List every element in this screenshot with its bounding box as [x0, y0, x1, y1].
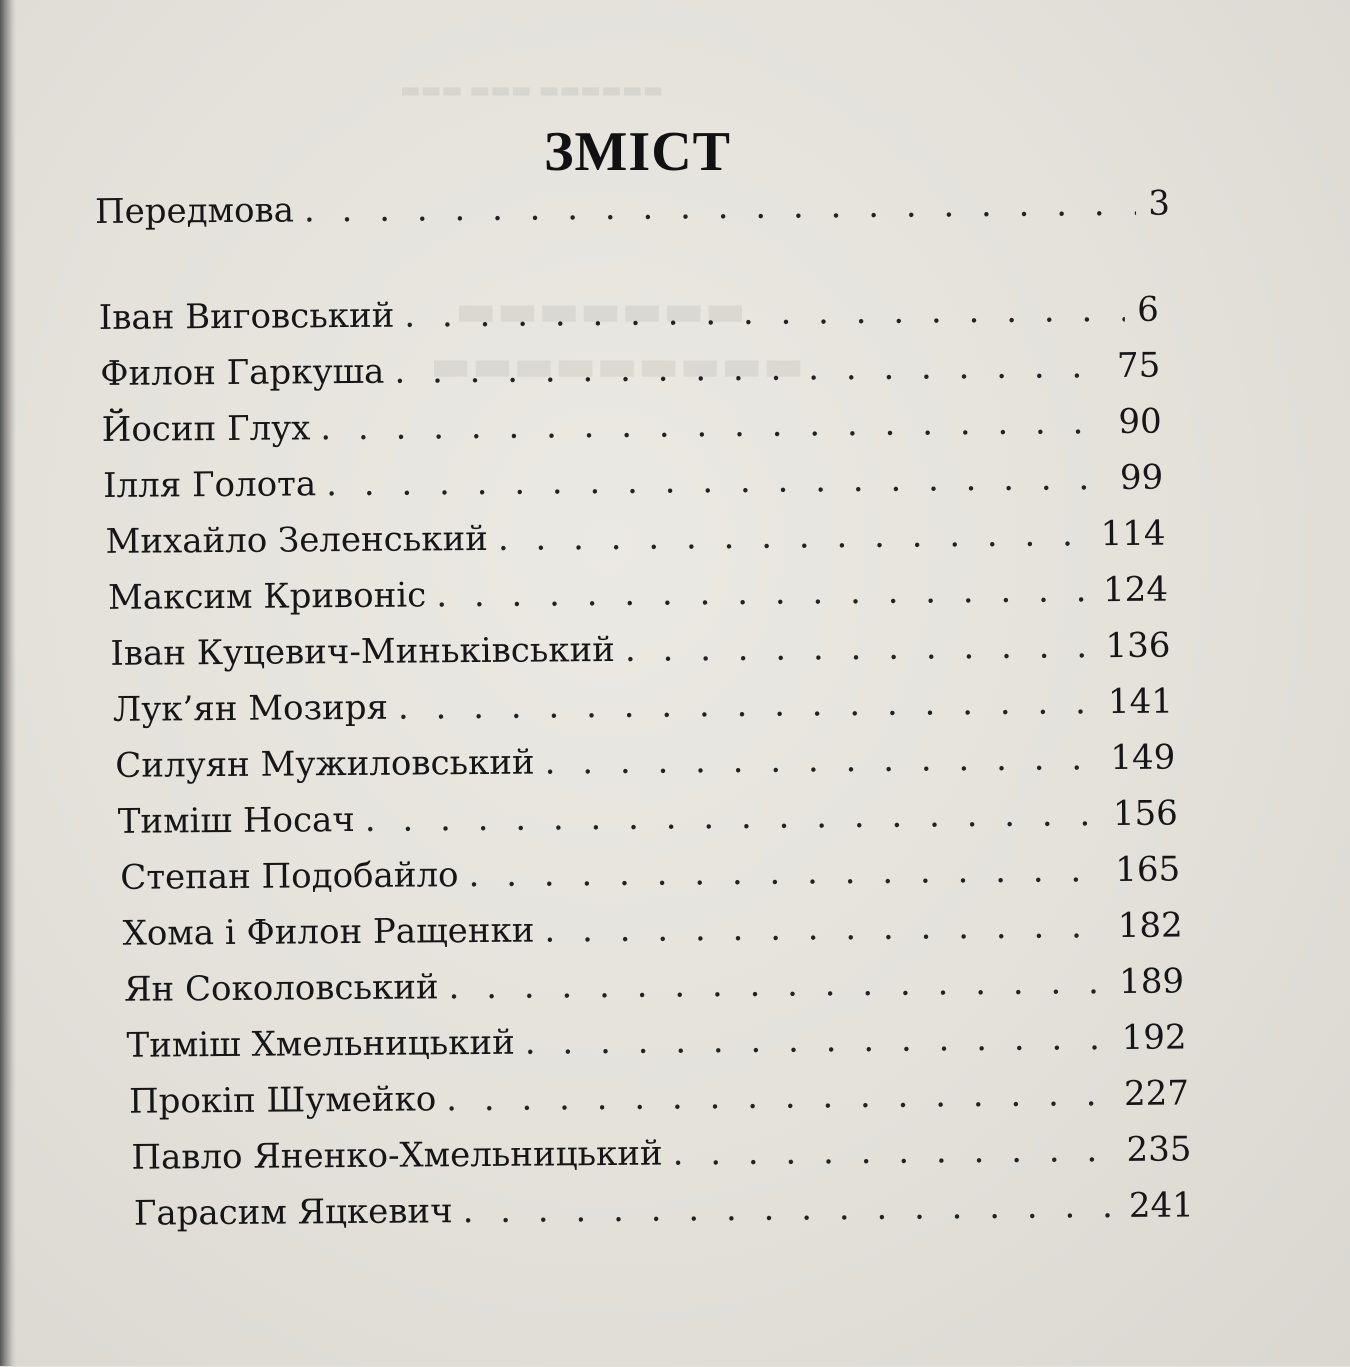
toc-entry-title: Гарасим Яцкевич — [133, 1191, 453, 1234]
dot-leader — [404, 290, 1125, 336]
toc-entry[interactable] — [3, 626, 1170, 691]
toc-entry[interactable] — [6, 905, 1183, 970]
toc-entry-title: Іван Куцевич-Миньківський — [110, 629, 616, 674]
toc-entry-title: Хома і Филон Ращенки — [122, 910, 535, 954]
toc-entry-page: 99 — [1119, 457, 1164, 498]
toc-entry[interactable] — [6, 961, 1184, 1026]
toc-entry-title: Михайло Зеленський — [105, 518, 489, 562]
bleed-through-text: ▬▬▬ ▬▬▬ ▬▬▬▬▬▬ — [400, 78, 664, 103]
dot-leader — [320, 402, 1106, 448]
toc-entry-page: 192 — [1121, 1017, 1187, 1058]
toc-entry-page: 6 — [1137, 289, 1159, 330]
toc-entry[interactable] — [0, 184, 1170, 249]
toc-entry-title: Прокіп Шумейко — [128, 1079, 437, 1122]
dot-leader — [544, 738, 1098, 782]
toc-entry-page: 141 — [1107, 681, 1174, 723]
toc-entry-title: Степан Подобайло — [120, 855, 459, 898]
toc-entry[interactable] — [8, 1185, 1194, 1250]
toc-entry-page: 182 — [1117, 905, 1183, 946]
dot-leader — [625, 626, 1094, 670]
dot-leader — [498, 514, 1089, 559]
toc-entry[interactable] — [1, 346, 1160, 411]
toc-entry-page: 114 — [1100, 513, 1166, 555]
toc-entry-title: Ян Соколовський — [123, 967, 439, 1010]
toc-entry-page: 227 — [1123, 1073, 1190, 1114]
toc-entry-page: 75 — [1116, 345, 1161, 386]
toc-entry-title: Ілля Голота — [102, 464, 317, 506]
dot-leader — [544, 906, 1106, 950]
dot-leader — [446, 1074, 1112, 1119]
bleed-through-text: ▬▬▬▬▬▬▬▬▬ — [430, 340, 805, 391]
toc-entry[interactable] — [3, 570, 1168, 635]
toc-entry[interactable] — [2, 514, 1165, 579]
dot-leader — [462, 1186, 1117, 1231]
page-title: ЗМІСТ — [544, 120, 731, 183]
toc-entry-page: 3 — [1148, 183, 1171, 224]
toc-entry-page: 136 — [1105, 625, 1171, 667]
toc-entry[interactable] — [6, 1017, 1186, 1082]
dot-leader — [304, 184, 1137, 231]
toc-entry[interactable] — [1, 290, 1159, 355]
toc-entry[interactable] — [5, 849, 1180, 914]
dot-leader — [525, 1018, 1110, 1063]
dot-leader — [468, 850, 1103, 895]
toc-entry[interactable] — [2, 458, 1163, 523]
bleed-through-text: ▬▬▬▬▬▬▬ — [455, 285, 747, 336]
dot-leader — [672, 1130, 1114, 1173]
toc-entry-page: 124 — [1102, 569, 1169, 611]
toc-entry-title: Йосип Глух — [101, 408, 311, 450]
dot-leader — [365, 794, 1101, 840]
dot-leader — [398, 682, 1096, 727]
toc-entry-title: Тиміш Хмельницький — [126, 1022, 515, 1066]
dot-leader — [326, 458, 1108, 504]
toc-entry-page: 165 — [1115, 849, 1181, 891]
toc-entry-title: Филон Гаркуша — [100, 351, 385, 394]
toc-entry[interactable] — [7, 1129, 1191, 1194]
toc-entry-page: 189 — [1119, 961, 1185, 1002]
toc-entry-title: Іван Виговський — [98, 295, 395, 338]
toc-entry-title: Максим Кривоніс — [107, 575, 427, 618]
toc-entry[interactable] — [2, 402, 1162, 467]
toc-entry[interactable] — [4, 738, 1175, 803]
toc-entry-title: Павло Яненко-Хмельницький — [131, 1133, 663, 1178]
dot-leader — [394, 346, 1105, 392]
dot-leader — [448, 962, 1107, 1007]
toc-entry[interactable] — [7, 1073, 1189, 1138]
toc-entry-page: 156 — [1112, 793, 1178, 835]
dot-leader — [436, 570, 1091, 615]
toc-entry[interactable] — [5, 794, 1178, 859]
toc-entry-page: 90 — [1118, 401, 1162, 442]
toc-entry[interactable] — [4, 682, 1173, 747]
toc-entry-title: Лук’ян Мозиря — [112, 687, 389, 730]
toc-entry-page: 235 — [1126, 1129, 1192, 1170]
toc-entry-title: Передмова — [94, 190, 295, 232]
toc-entry-title: Силуян Мужиловський — [115, 742, 535, 786]
toc-entry-title: Тиміш Носач — [117, 799, 355, 842]
toc-entry-page: 149 — [1110, 737, 1176, 779]
toc-entry-page: 241 — [1128, 1185, 1194, 1226]
